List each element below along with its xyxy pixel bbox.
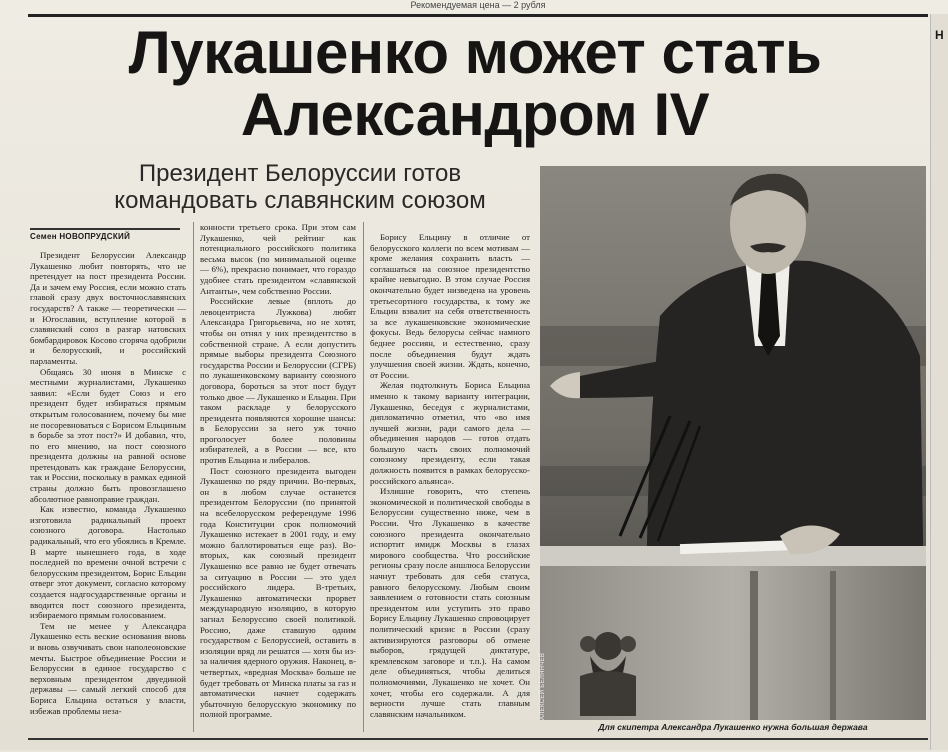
headline-line-2: Александром IV (240, 81, 710, 148)
paragraph: Излишне говорить, что степень экономической и политической свободы в Белоруссии существенно ниже, чем в России. Что Лукашенко в качестве союзного президента окончательно испортит имидж Москвы в глазах мирового сообщества. Что российские регионы сразу после аншлюса Белоруссии начнут требовать для себя статуса, равного белорусскому. Любым своим заявлением о готовности стать союзным президентом или уступить это право Борису Ельцину Лукашенко спровоцирует политический кризис в России (сразу активизируются разговоры об отмене выборов, грядущей диктатуре, кремлевском заговоре и т.п.). На самом деле объединяться, чтобы делиться полномочиями, Лукашенко не хочет. Он хочет, чтобы его содержали. А для верности лучше стать главным славянским начальником. (370, 486, 530, 719)
photo-illustration (540, 166, 926, 720)
photo-credit (540, 620, 554, 720)
paragraph: конности третьего срока. При этом сам Лукашенко, чей рейтинг как потенциального российского политика весьма высок (по минимальной оценке — 6%), прекрасно понимает, что гораздо удобнее стать президентом «славянской Антанты», чем собственно России. (200, 222, 356, 296)
article-headline (30, 19, 920, 148)
paragraph: Как известно, команда Лукашенко изготовила радикальный проект союзного договора. Настолько радикальный, что его убоялись в Кремле. В марте нынешнего года, в ходе последней по времени очной встречи с белорусским президентом, Борис Ельцин отверг этот документ, согласно которому создается надгосударственные органы и вводится пост союзного президента, избираемого прямым голосованием. (30, 504, 186, 621)
article-subheadline (40, 160, 560, 214)
article-column-2 (200, 222, 356, 730)
article-column-3 (370, 232, 530, 730)
paragraph: Желая подтолкнуть Бориса Ельцина именно к такому варианту интеграции, Лукашенко, беседуя с журналистами, дипломатично отметил, что «во имя лучшей жизни, ради самого дела — объединения народов — готов отдать большую часть своих полномочий союзному президенту, если такая должность появится в рамках белорусско-российского альянса». (370, 380, 530, 486)
paragraph: Общаясь 30 июня в Минске с местными журналистами, Лукашенко заявил: «Если будет Союз и его президент будет избираться прямым открытым голосованием, почему бы мне не посоревноваться с Борисом Ельциным в борьбе за этот пост?» И добавил, что, по его мнению, на пост союзного президента должны на равной основе претендовать как граждане Белоруссии, так и России, поскольку в рамках единой страны должно быть провозглашено абсолютное равноправие граждан. (30, 366, 186, 504)
paragraph: Борису Ельцину в отличие от белорусского коллеги по всем мотивам — кроме желания сохранить власть — соглашаться на союзное президентство крайне невыгодно. В этом случае Россия окончательно будет низведена на уровень третьесортного государства, к тому же Ельцин взвалит на себя ответственность за все лукашенковские экономические фокусы. Ведь белорусы сейчас намного беднее россиян, и естественно, сразу после объединения будут ждать улучшения своей жизни. Ждать, конечно, от России. (370, 232, 530, 380)
photo-credit-text: АЛЕКСЕЙ БЕЛЯНЧЕВ (540, 652, 546, 720)
paragraph: Российские левые (вплоть до левоцентриста Лужкова) любят Александра Григорьевича, но не хотят, чтобы он отнял у них президентство в собственной стране. А если допустить прямые выборы президента Союзного государства России и Белоруссии (СГРБ) по лукашенковскому варианту союзного договора, бороться за этот пост будут только двое — Лукашенко и Ельцин. При таком раскладе у белорусского президента появляются хорошие шансы: в Белоруссии за него уж точно проголосует более половины избирателей, а в России — все, кто против Ельцина и либералов. (200, 296, 356, 466)
photo-caption: Для скипетра Александра Лукашенко нужна большая держава (598, 722, 868, 732)
paragraph: Тем не менее у Александра Лукашенко есть веские основания вновь и вновь озвучивать свои наполеоновские мечты. Быстрое объединение России и Белоруссии в единое государство с верховным президентом двуединой державы — самый легкий способ для Бориса Ельцина остаться у власти, избежав проблемы неза- (30, 620, 186, 716)
column-divider (363, 222, 364, 732)
column-divider (193, 222, 194, 732)
adjacent-column-strip (930, 14, 948, 750)
author-byline: Семен НОВОПРУДСКИЙ (30, 228, 180, 241)
subhead-line-1: Президент Белоруссии готов (138, 160, 462, 187)
headline-line-1: Лукашенко может стать (128, 19, 822, 86)
paragraph: Президент Белоруссии Александр Лукашенко любит повторять, что не претендует на пост президента России. Да и зачем ему Россия, если можно стать главой сразу двух восточнославянских государств? А также — теоретически — и Югославии, вступление которой в славянский союз в разгар натовских бомбардировок Косово сгоряча одобрили и белорусский, и российский парламенты. (30, 250, 186, 366)
adjacent-headline-stub: Н (935, 28, 944, 42)
paragraph: Пост союзного президента выгоден Лукашенко по ряду причин. Во-первых, он в любом случае останется президентом Белоруссии (по принятой на всебелорусском референдуме 1996 года Конституции срок полномочий Лукашенко истекает в 2001 году, и ему можно баллотироваться еще раз). Во-вторых, как союзный президент Лукашенко все равно не будет отвечать за ситуацию в России — это удел российского лидера. В-третьих, Лукашенко автоматически прорвет международную изоляцию, в которую загнал Белоруссию своей политикой. Россию, даже ставшую одним государством с Белоруссией, оставить в изоляции вряд ли решатся — хотя бы из-за наличия ядерного оружия. Наконец, в-четвертых, «вредная Москва» больше не будет требовать от Минска платы за газ и автоматически начнет содержать убыточную белорусскую экономику по полной программе. (200, 465, 356, 720)
price-bar (28, 0, 928, 17)
lukashenko-photo (540, 166, 926, 720)
article-column-1 (30, 250, 186, 730)
price-text: Рекомендуемая цена — 2 рубля (410, 0, 546, 10)
subhead-line-2: командовать славянским союзом (114, 187, 486, 214)
